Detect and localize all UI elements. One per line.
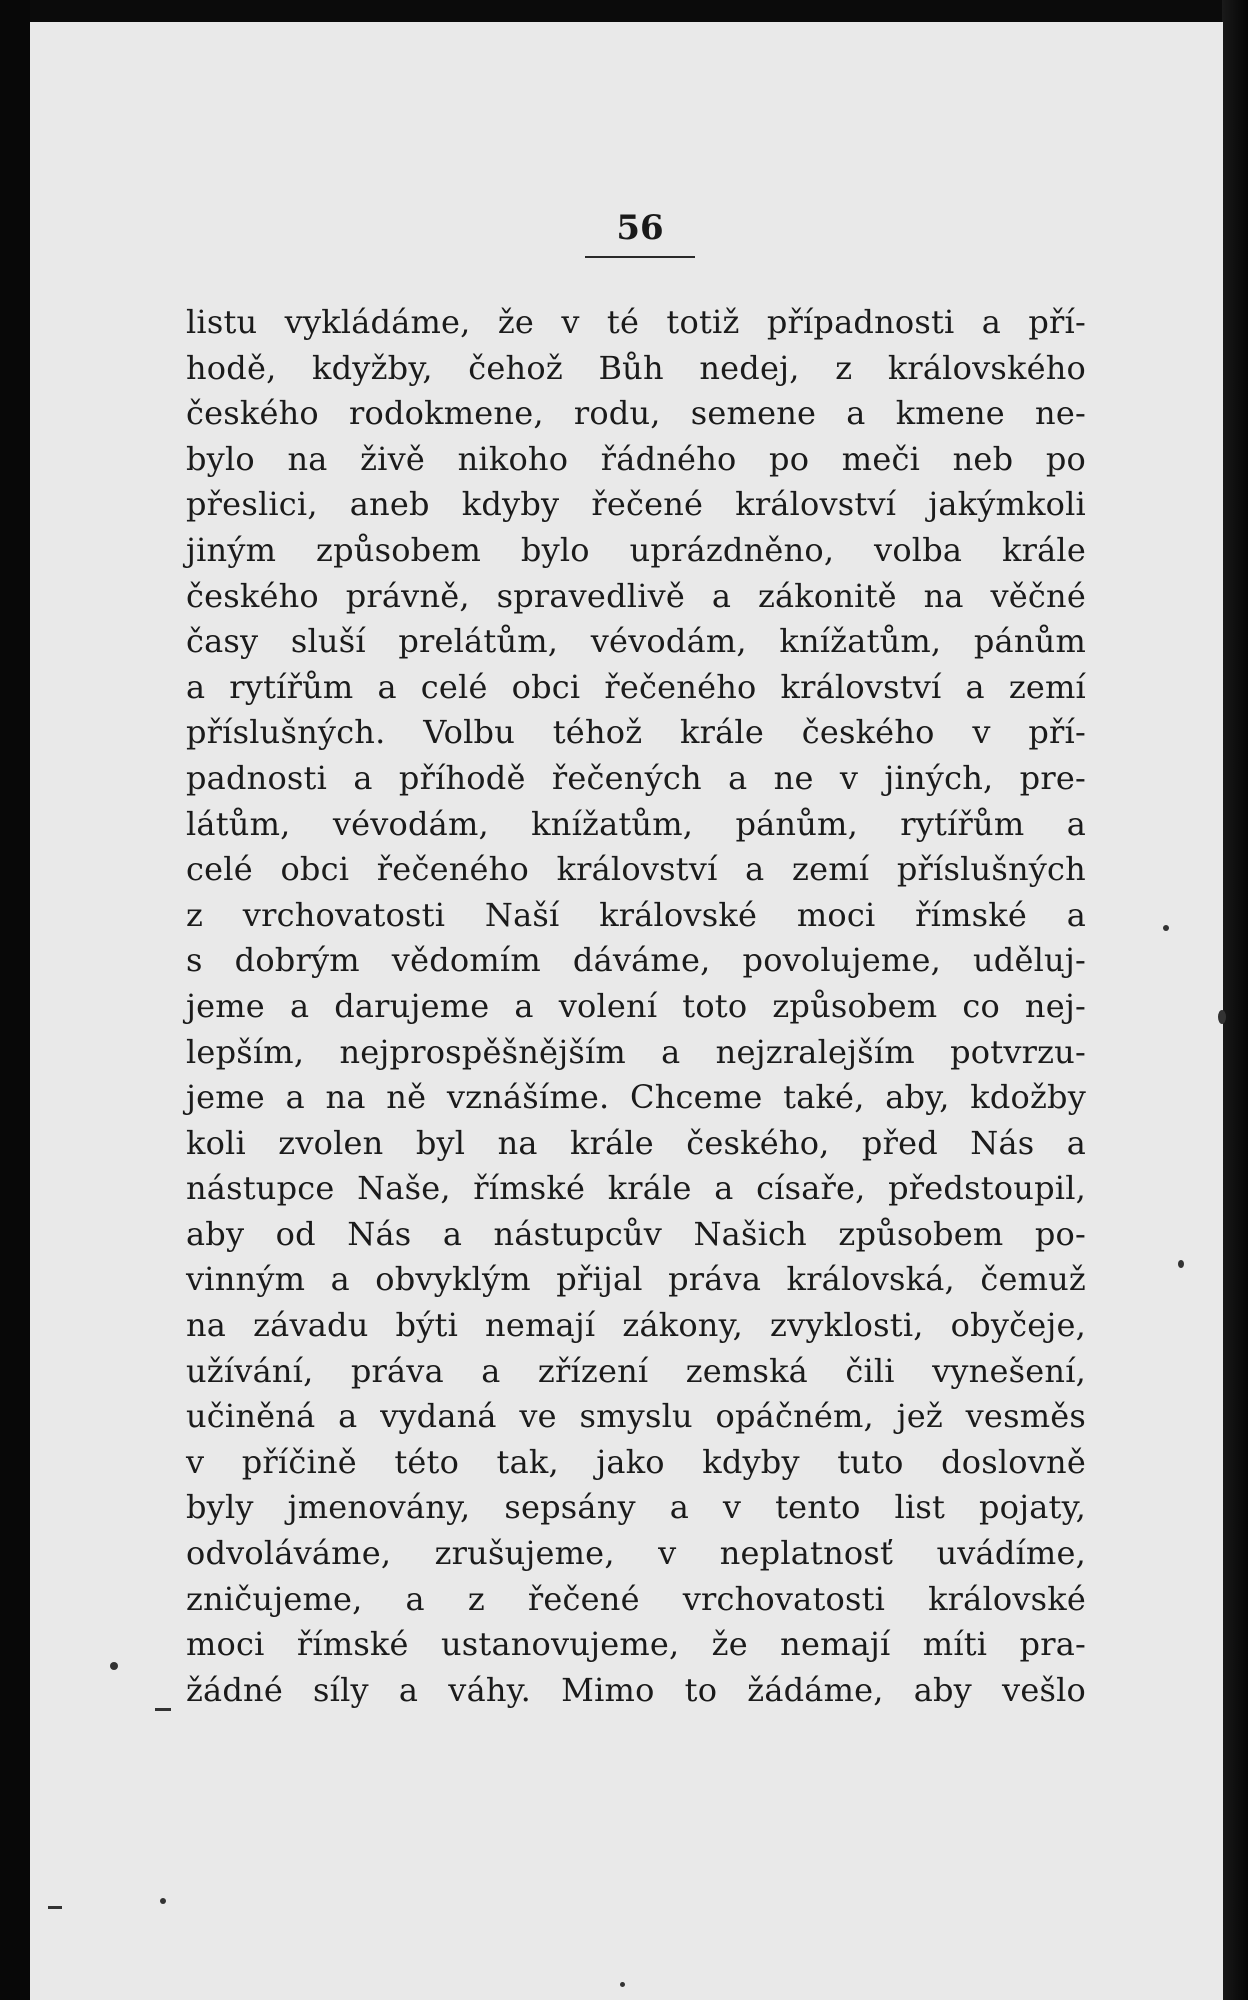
text-line: přeslici, aneb kdyby řečené království jakýmkoli bbox=[186, 485, 1086, 524]
text-line: a rytířům a celé obci řečeného království a zemí bbox=[186, 667, 1086, 706]
text-line: vinným a obvyklým přijal práva královská, čemuž bbox=[186, 1260, 1086, 1299]
text-line: žádné síly a váhy. Mimo to žádáme, aby vešlo bbox=[186, 1670, 1086, 1709]
text-line: celé obci řečeného království a zemí příslušných bbox=[186, 850, 1086, 889]
text-line: časy sluší prelátům, vévodám, knížatům, pánům bbox=[186, 622, 1086, 661]
scan-speck bbox=[620, 1982, 625, 1987]
text-line: listu vykládáme, že v té totiž případnosti a pří- bbox=[186, 303, 1086, 341]
text-line: s dobrým vědomím dáváme, povolujeme, uděluj- bbox=[186, 941, 1086, 980]
text-line: českého rodokmene, rodu, semene a kmene ne- bbox=[186, 394, 1086, 433]
page-number-rule bbox=[585, 256, 695, 258]
scan-left-edge bbox=[0, 0, 30, 2000]
text-line: odvoláváme, zrušujeme, v neplatnosť uvádíme, bbox=[186, 1534, 1086, 1573]
text-line: z vrchovatosti Naší královské moci římské a bbox=[186, 895, 1086, 934]
text-line: v příčině této tak, jako kdyby tuto doslovně bbox=[186, 1442, 1086, 1481]
text-line: jeme a na ně vznášíme. Chceme také, aby, kdožby bbox=[186, 1078, 1086, 1117]
text-line: zničujeme, a z řečené vrchovatosti královské bbox=[186, 1579, 1086, 1618]
scan-dash-mark bbox=[155, 1708, 171, 1711]
text-line: hodě, kdyžby, čehož Bůh nedej, z královského bbox=[186, 348, 1086, 387]
text-line: aby od Nás a nástupcův Našich způsobem po- bbox=[186, 1214, 1086, 1253]
text-line: koli zvolen byl na krále českého, před Nás a bbox=[186, 1123, 1086, 1162]
scan-dash-mark bbox=[48, 1906, 62, 1909]
scan-right-edge bbox=[1222, 0, 1248, 2000]
text-line: lepším, nejprospěšnějším a nejzralejším potvrzu- bbox=[186, 1032, 1086, 1071]
text-line: jiným způsobem bylo uprázdněno, volba krále bbox=[186, 530, 1086, 569]
text-line: bylo na živě nikoho řádného po meči neb po bbox=[186, 439, 1086, 478]
text-line: padnosti a příhodě řečených a ne v jiných, pre- bbox=[186, 758, 1086, 797]
scan-speck bbox=[110, 1662, 118, 1670]
text-line: na závadu býti nemají zákony, zvyklosti, obyčeje, bbox=[186, 1306, 1086, 1345]
scan-speck bbox=[160, 1898, 166, 1904]
text-line: nástupce Naše, římské krále a císaře, předstoupil, bbox=[186, 1169, 1086, 1208]
scan-speck bbox=[1218, 1010, 1226, 1024]
text-line: moci římské ustanovujeme, že nemají míti pra- bbox=[186, 1625, 1086, 1664]
text-line: českého právně, spravedlivě a zákonitě na věčné bbox=[186, 576, 1086, 615]
text-line: byly jmenovány, sepsány a v tento list pojaty, bbox=[186, 1488, 1086, 1527]
page-number: 56 bbox=[616, 208, 664, 248]
scan-top-edge bbox=[0, 0, 1248, 22]
text-line: učiněná a vydaná ve smyslu opáčném, jež vesměs bbox=[186, 1397, 1086, 1436]
text-line: příslušných. Volbu téhož krále českého v pří- bbox=[186, 713, 1086, 752]
text-line: látům, vévodám, knížatům, pánům, rytířům a bbox=[186, 804, 1086, 843]
text-line: užívání, práva a zřízení zemská čili vynešení, bbox=[186, 1351, 1086, 1390]
scan-speck bbox=[1163, 925, 1169, 931]
text-line: jeme a darujeme a volení toto způsobem co nej- bbox=[186, 986, 1086, 1025]
scan-speck bbox=[1178, 1260, 1184, 1268]
body-text bbox=[186, 300, 1086, 1713]
